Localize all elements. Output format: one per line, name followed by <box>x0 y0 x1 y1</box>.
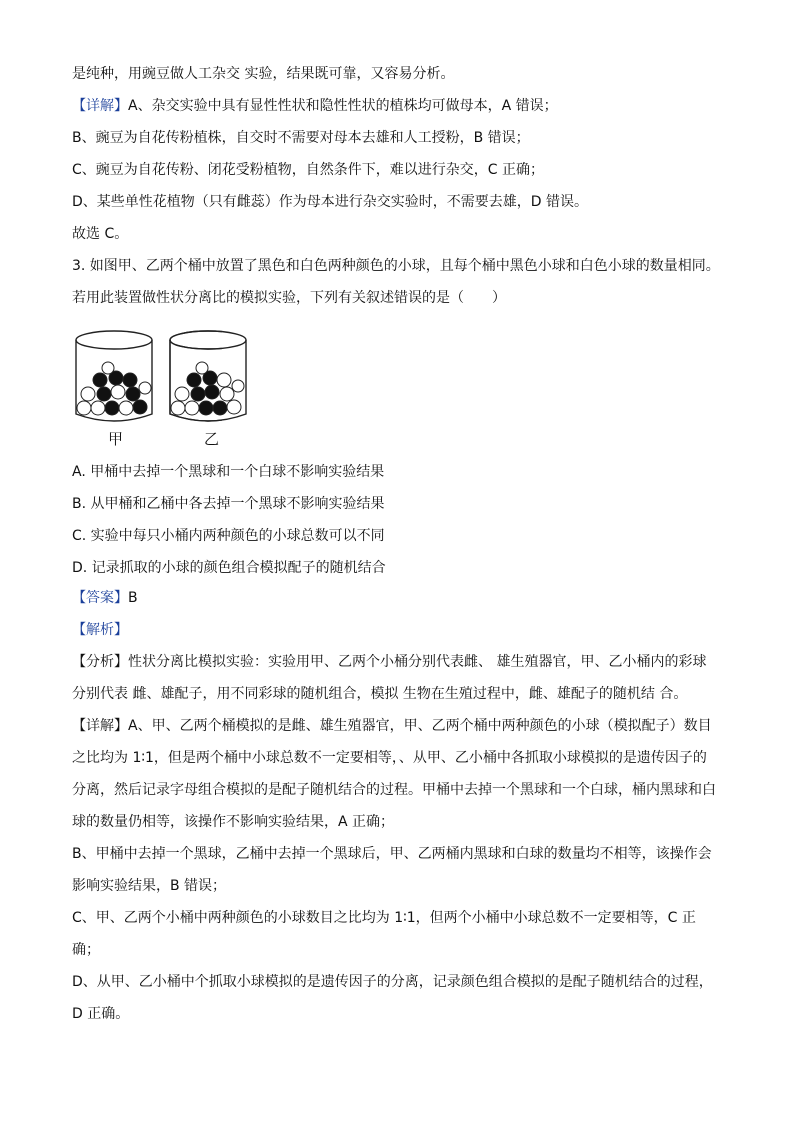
text-line <box>72 96 558 116</box>
text-line: 之比均为 1∶1，但是两个桶中小球总数不一定要相等，、从甲、乙小桶中各抓取小球模拟的是遗传因子的 <box>72 750 707 766</box>
option-c: C. 实验中每只小桶内两种颜色的小球总数可以不同 <box>72 528 385 544</box>
text-span: A、杂交实验中具有显性性状和隐性性状的植株均可做母本，A 错误； <box>128 98 558 114</box>
option-b: B. 从甲桶和乙桶中各去掉一个黑球不影响实验结果 <box>72 496 385 512</box>
text-line: C、甲、乙两个小桶中两种颜色的小球数目之比均为 1∶1，但两个小桶中小球总数不一定要相等，C 正 <box>72 910 696 926</box>
option-a: A. 甲桶中去掉一个黑球和一个白球不影响实验结果 <box>72 464 385 480</box>
text-line: D、某些单性花植物（只有雌蕊）作为母本进行杂交实验时，不需要去雄，D 错误。 <box>72 194 589 210</box>
text-line: 分离，然后记录字母组合模拟的是配子随机结合的过程。甲桶中去掉一个黑球和一个白球，桶内黑球和白 <box>72 782 716 798</box>
question-stem: 3. 如图甲、乙两个桶中放置了黑色和白色两种颜色的小球，且每个桶中黑色小球和白色小球的数量相同。 <box>72 258 720 274</box>
text-line <box>72 716 712 736</box>
detail-tag: 【详解】 <box>72 718 128 734</box>
text-line: D、从甲、乙小桶中个抓取小球模拟的是遗传因子的分离，记录颜色组合模拟的是配子随机结合的过程， <box>72 974 713 990</box>
detail-tag: 【详解】 <box>72 98 128 114</box>
text-span: 性状分离比模拟实验：实验用甲、乙两个小桶分别代表雌、 雄生殖器官，甲、乙小桶内的彩球 <box>128 654 707 670</box>
analysis-tag: 【分析】 <box>72 654 128 670</box>
text-line: B、豌豆为自花传粉植株，自交时不需要对母本去雄和人工授粉，B 错误； <box>72 130 530 146</box>
answer-tag: 【答案】 <box>72 590 128 606</box>
buckets-illustration-right <box>72 328 262 428</box>
text-line: C、豌豆为自花传粉、闭花受粉植物，自然条件下，难以进行杂交，C 正确； <box>72 162 544 178</box>
text-line: D 正确。 <box>72 1006 130 1022</box>
question-stem: 若用此装置做性状分离比的模拟实验，下列有关叙述错误的是（ ） <box>72 290 506 306</box>
text-line: 故选 C。 <box>72 226 129 242</box>
text-span: A、甲、乙两个桶模拟的是雌、雄生殖器官，甲、乙两个桶中两种颜色的小球（模拟配子）数目 <box>128 718 712 734</box>
text-line: 确； <box>72 942 100 958</box>
analysis-heading: 【解析】 <box>72 622 128 638</box>
bucket-label-right: 乙 <box>204 430 220 448</box>
text-line: 球的数量仍相等，该操作不影响实验结果，A 正确； <box>72 814 395 830</box>
bucket-label-left: 甲 <box>108 430 124 448</box>
text-line: 影响实验结果，B 错误； <box>72 878 227 894</box>
answer-value: B <box>128 590 138 606</box>
text-line <box>72 652 706 672</box>
text-line: 分别代表 雌、雄配子，用不同彩球的随机组合，模拟 生物在生殖过程中，雌、雄配子的随机结 合。 <box>72 686 688 702</box>
option-d: D. 记录抓取的小球的颜色组合模拟配子的随机结合 <box>72 560 386 576</box>
text-line: 是纯种，用豌豆做人工杂交 实验，结果既可靠，又容易分析。 <box>72 66 455 82</box>
answer-line <box>72 588 138 608</box>
text-line: B、甲桶中去掉一个黑球，乙桶中去掉一个黑球后，甲、乙两桶内黑球和白球的数量均不相等，该操作会 <box>72 846 712 862</box>
